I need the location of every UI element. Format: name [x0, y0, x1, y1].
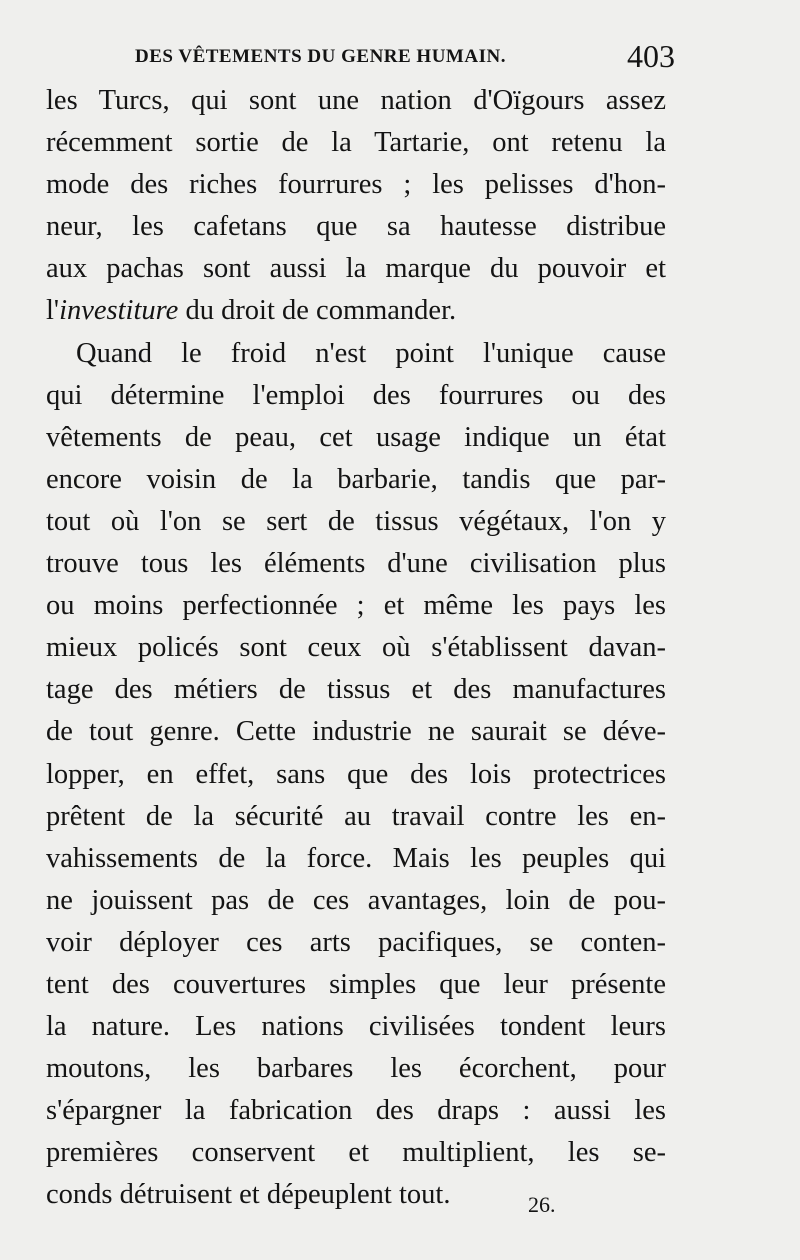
text-line: prêtent de la sécurité au travail contre les en- — [46, 800, 666, 832]
text-line: moutons, les barbares les écorchent, pour — [46, 1053, 666, 1085]
text-line: tent des couvertures simples que leur présente — [46, 968, 666, 1000]
text-line: la nature. Les nations civilisées tondent leurs — [46, 1011, 666, 1043]
text-line: tout où l'on se sert de tissus végétaux, l'on y — [46, 505, 666, 537]
signature-mark: 26. — [528, 1192, 556, 1217]
italic-term: investiture — [59, 295, 179, 327]
text-line: vahissements de la force. Mais les peuples qui — [46, 842, 666, 874]
text-line — [46, 290, 666, 332]
running-head — [135, 38, 675, 78]
text-line: neur, les cafetans que sa hautesse distribue — [46, 211, 666, 243]
text-fragment: du droit de commander. — [178, 295, 457, 327]
page-number: 403 — [627, 38, 675, 74]
text-line: lopper, en effet, sans que des lois protectrices — [46, 758, 666, 790]
text-line: récemment sortie de la Tartarie, ont retenu la — [46, 127, 666, 159]
running-title: DES VÊTEMENTS DU GENRE HUMAIN. — [135, 46, 506, 67]
text-line: s'épargner la fabrication des draps : aussi les — [46, 1095, 666, 1127]
text-line: Quand le froid n'est point l'unique cause — [76, 337, 666, 369]
text-line: mieux policés sont ceux où s'établissent davan- — [46, 632, 666, 664]
body-text — [46, 80, 666, 1217]
text-line: ne jouissent pas de ces avantages, loin de pou- — [46, 884, 666, 916]
text-line: tage des métiers de tissus et des manufactures — [46, 674, 666, 706]
text-line: mode des riches fourrures ; les pelisses d'hon- — [46, 169, 666, 201]
text-line: de tout genre. Cette industrie ne saurait se déve- — [46, 716, 666, 748]
text-fragment: l' — [46, 295, 60, 327]
text-line: qui détermine l'emploi des fourrures ou des — [46, 379, 666, 411]
text-line: encore voisin de la barbarie, tandis que par- — [46, 463, 666, 495]
text-line: conds détruisent et dépeuplent tout. — [46, 1179, 451, 1211]
text-line: vêtements de peau, cet usage indique un état — [46, 421, 666, 453]
text-line: ou moins perfectionnée ; et même les pays les — [46, 590, 666, 622]
text-line: trouve tous les éléments d'une civilisation plus — [46, 548, 666, 580]
text-line: voir déployer ces arts pacifiques, se conten- — [46, 926, 666, 958]
text-line: aux pachas sont aussi la marque du pouvoir et — [46, 253, 666, 285]
text-line: premières conservent et multiplient, les se- — [46, 1137, 666, 1169]
text-line: les Turcs, qui sont une nation d'Oïgours assez — [46, 85, 666, 116]
